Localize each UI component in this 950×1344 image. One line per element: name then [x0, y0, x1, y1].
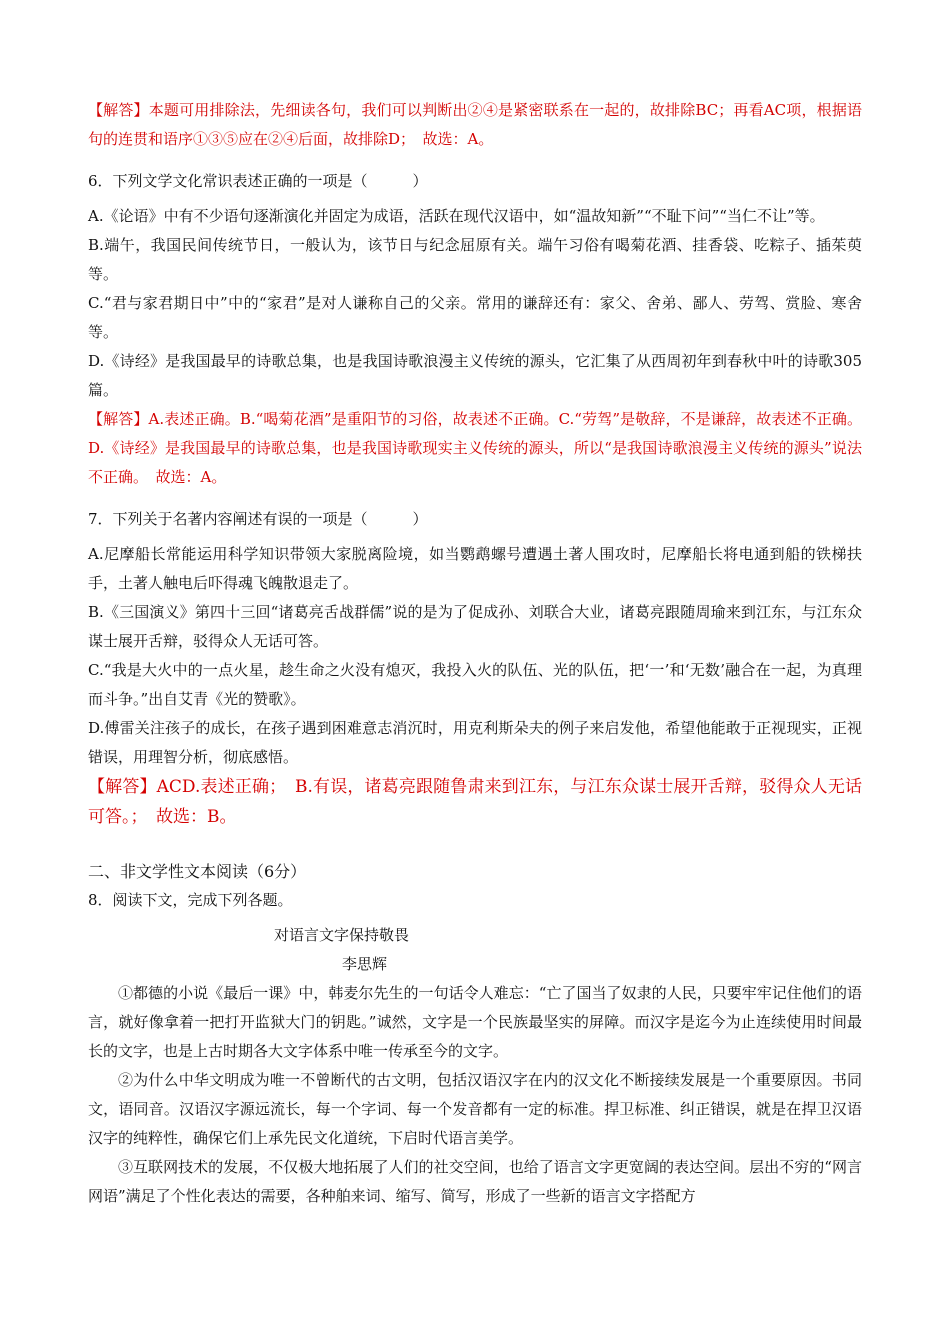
- article-author: 李思辉: [342, 955, 388, 973]
- question-6-stem: 6．下列文学文化常识表述正确的一项是（ ）: [88, 172, 428, 190]
- question-7-stem: 7．下列关于名著内容阐述有误的一项是（ ）: [88, 510, 428, 528]
- question-7-option-a: A.尼摩船长常能运用科学知识带领大家脱离险境，如当鹦鹉螺号遭遇土著人围攻时，尼摩船长将电通到船的铁梯扶手，土著人触电后吓得魂飞魄散退走了。: [88, 545, 862, 592]
- section-heading: 二、非文学性文本阅读（6分）: [88, 862, 307, 881]
- question-8: [88, 886, 862, 1211]
- answer-q7: 【解答】ACD.表述正确； B.有误，诸葛亮跟随鲁肃来到江东，与江东众谋士展开舌辩，驳得众人无话可答。； 故选：B。: [88, 777, 862, 827]
- question-7-option-c: C.“我是大火中的一点火星，趁生命之火没有熄灭，我投入火的队伍、光的队伍，把‘一’和‘无数’融合在一起，为真理而斗争。”出自艾青《光的赞歌》。: [88, 661, 862, 708]
- document-page: [88, 96, 862, 1211]
- answer-q5: 【解答】本题可用排除法，先细读各句，我们可以判断出②④是紧密联系在一起的，故排除BC；再看AC项，根据语句的连贯和语序①③⑤应在②④后面，故排除D； 故选：A。: [88, 101, 862, 148]
- question-6: [88, 167, 862, 492]
- answer-q6: 【解答】A.表述正确。B.“喝菊花酒”是重阳节的习俗，故表述不正确。C.“劳驾”是敬辞，不是谦辞，故表述不正确。D.《诗经》是我国最早的诗歌总集，也是我国诗歌现实主义传统的源头，所以“是我国诗歌浪漫主义传统的源头”说法不正确。 故选：A。: [88, 410, 862, 486]
- article-paragraph-2: ②为什么中华文明成为唯一不曾断代的古文明，包括汉语汉字在内的汉文化不断接续发展是一个重要原因。书同文，语同音。汉语汉字源远流长，每一个字词、每一个发音都有一定的标准。捍卫标准、纠正错误，就是在捍卫汉语汉字的纯粹性，确保它们上承先民文化道统，下启时代语言美学。: [88, 1071, 862, 1147]
- question-7-option-b: B.《三国演义》第四十三回“诸葛亮舌战群儒”说的是为了促成孙、刘联合大业，诸葛亮跟随周瑜来到江东，与江东众谋士展开舌辩，驳得众人无话可答。: [88, 603, 862, 650]
- article-title: 对语言文字保持敬畏: [274, 926, 410, 944]
- article-paragraph-1: ①都德的小说《最后一课》中，韩麦尔先生的一句话令人难忘：“亡了国当了奴隶的人民，只要牢牢记住他们的语言，就好像拿着一把打开监狱大门的钥匙。”诚然，文字是一个民族最坚实的屏障。而汉字是迄今为止连续使用时间最长的文字，也是上古时期各大文字体系中唯一传承至今的文字。: [88, 984, 862, 1060]
- question-6-option-b: B.端午，我国民间传统节日，一般认为，该节日与纪念屈原有关。端午习俗有喝菊花酒、挂香袋、吃粽子、插茱萸等。: [88, 236, 862, 283]
- question-6-option-a: A.《论语》中有不少语句逐渐演化并固定为成语，活跃在现代汉语中，如“温故知新”“不耻下问”“当仁不让”等。: [88, 207, 825, 225]
- question-8-stem: 8．阅读下文，完成下列各题。: [88, 891, 293, 909]
- question-7: [88, 505, 862, 832]
- question-7-option-d: D.傅雷关注孩子的成长，在孩子遇到困难意志消沉时，用克利斯朵夫的例子来启发他，希望他能敢于正视现实，正视错误，用理智分析，彻底感悟。: [88, 719, 862, 766]
- article-paragraph-3: ③互联网技术的发展，不仅极大地拓展了人们的社交空间，也给了语言文字更宽阔的表达空间。层出不穷的“网言网语”满足了个性化表达的需要，各种舶来词、缩写、简写，形成了一些新的语言文字搭配方: [88, 1158, 862, 1205]
- question-6-option-d: D.《诗经》是我国最早的诗歌总集，也是我国诗歌浪漫主义传统的源头，它汇集了从西周初年到春秋中叶的诗歌305篇。: [88, 352, 862, 399]
- question-6-option-c: C.“君与家君期日中”中的“家君”是对人谦称自己的父亲。常用的谦辞还有：家父、舍弟、鄙人、劳驾、赏脸、寒舍等。: [88, 294, 862, 341]
